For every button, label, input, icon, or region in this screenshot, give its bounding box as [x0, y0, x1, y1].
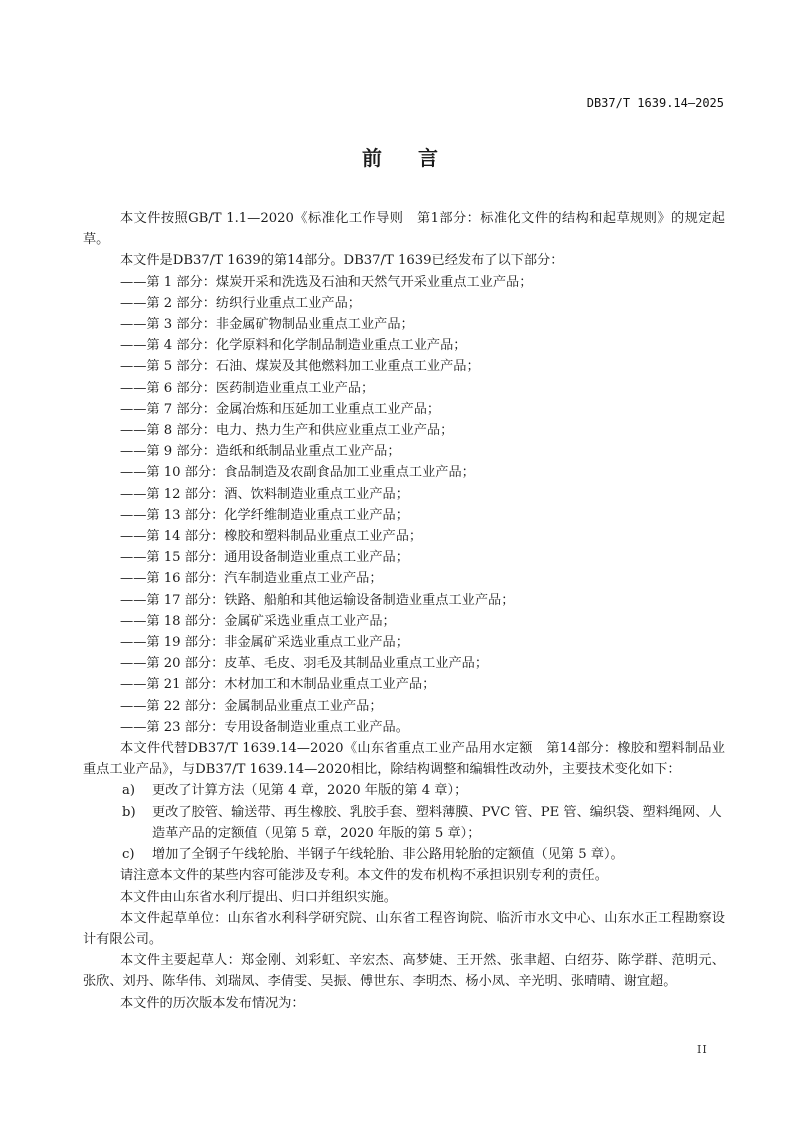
paragraph-replacement: 本文件代替DB37/T 1639.14—2020《山东省重点工业产品用水定额 第14部分：橡胶和塑料制品业重点工业产品》，与DB37/T 1639.14—2020相比，除结构调整和编辑性改动外，主要技术变化如下： — [83, 741, 725, 778]
list-item: ——第 17 部分：铁路、船舶和其他运输设备制造业重点工业产品； — [120, 592, 515, 608]
foreword-body — [83, 208, 725, 1014]
title-char: 言 — [418, 146, 438, 170]
list-item: ——第 18 部分：金属矿采选业重点工业产品； — [120, 613, 396, 629]
standard-code: DB37/T 1639.14—2025 — [586, 96, 724, 110]
list-item: ——第 12 部分：酒、饮料制造业重点工业产品； — [120, 486, 409, 502]
list-item: ——第 9 部分：造纸和纸制品业重点工业产品； — [120, 444, 401, 460]
paragraph-drafting-units: 本文件起草单位：山东省水利科学研究院、山东省工程咨询院、临沂市水文中心、山东水正工程勘察设计有限公司。 — [83, 910, 725, 947]
list-item — [83, 780, 725, 801]
list-label: b) — [122, 804, 136, 820]
list-item: ——第 16 部分：汽车制造业重点工业产品； — [120, 571, 383, 587]
paragraph-drafters: 本文件主要起草人：郑金刚、刘彩虹、辛宏杰、高梦婕、王开然、张聿超、白绍芬、陈学群、范明元、张欣、刘丹、陈华伟、刘瑞凤、李倩雯、吴振、傅世东、李明杰、杨小凤、辛光明、张晴晴、谢宜超。 — [83, 953, 725, 990]
paragraph-version-history: 本文件的历次版本发布情况为： — [120, 995, 305, 1011]
list-item: ——第 3 部分：非金属矿物制品业重点工业产品； — [120, 317, 414, 333]
parts-list — [83, 272, 725, 738]
list-item: ——第 2 部分：纺织行业重点工业产品； — [120, 295, 361, 311]
paragraph-patent-notice: 请注意本文件的某些内容可能涉及专利。本文件的发布机构不承担识别专利的责任。 — [120, 868, 608, 884]
title-char: 前 — [362, 146, 382, 170]
list-item: ——第 14 部分：橡胶和塑料制品业重点工业产品； — [120, 529, 423, 545]
list-item: ——第 19 部分：非金属矿采选业重点工业产品； — [120, 635, 409, 651]
page-title — [0, 142, 800, 171]
list-item: ——第 21 部分：木材加工和木制品业重点工业产品； — [120, 677, 436, 693]
list-item: ——第 23 部分：专用设备制造业重点工业产品。 — [120, 719, 409, 735]
list-item: ——第 6 部分：医药制造业重点工业产品； — [120, 380, 375, 396]
list-text: 更改了计算方法（见第 4 章，2020 年版的第 4 章）； — [152, 783, 468, 799]
list-item: ——第 10 部分：食品制造及农副食品加工业重点工业产品； — [120, 465, 475, 481]
list-item — [83, 802, 725, 844]
list-item: ——第 20 部分：皮革、毛皮、羽毛及其制品业重点工业产品； — [120, 656, 489, 672]
list-label: a) — [122, 783, 136, 799]
list-text: 更改了胶管、输送带、再生橡胶、乳胶手套、塑料薄膜、PVC 管、PE 管、编织袋、塑料绳网、人造革产品的定额值（见第 5 章，2020 年版的第 5 章）； — [152, 804, 722, 841]
list-text: 增加了全钢子午线轮胎、半钢子午线轮胎、非公路用轮胎的定额值（见第 5 章）。 — [152, 847, 624, 863]
list-item: ——第 7 部分：金属冶炼和压延加工业重点工业产品； — [120, 401, 441, 417]
list-label: c) — [122, 847, 135, 863]
changes-list — [83, 780, 725, 865]
paragraph-proposer: 本文件由山东省水利厅提出、归口并组织实施。 — [120, 889, 397, 905]
list-item: ——第 15 部分：通用设备制造业重点工业产品； — [120, 550, 409, 566]
paragraph-drafting-basis: 本文件按照GB/T 1.1—2020《标准化工作导则 第1部分：标准化文件的结构和起草规则》的规定起草。 — [83, 211, 725, 248]
list-item — [83, 844, 725, 865]
list-item: ——第 5 部分：石油、煤炭及其他燃料加工业重点工业产品； — [120, 359, 480, 375]
list-item: ——第 13 部分：化学纤维制造业重点工业产品； — [120, 507, 409, 523]
list-item: ——第 1 部分：煤炭开采和洗选及石油和天然气开采业重点工业产品； — [120, 274, 533, 290]
page-number: II — [697, 1043, 708, 1056]
list-item: ——第 8 部分：电力、热力生产和供应业重点工业产品； — [120, 423, 454, 439]
list-item: ——第 22 部分：金属制品业重点工业产品； — [120, 698, 383, 714]
list-item: ——第 4 部分：化学原料和化学制品制造业重点工业产品； — [120, 338, 467, 354]
paragraph-part-intro: 本文件是DB37/T 1639的第14部分。DB37/T 1639已经发布了以下部分： — [120, 253, 564, 269]
